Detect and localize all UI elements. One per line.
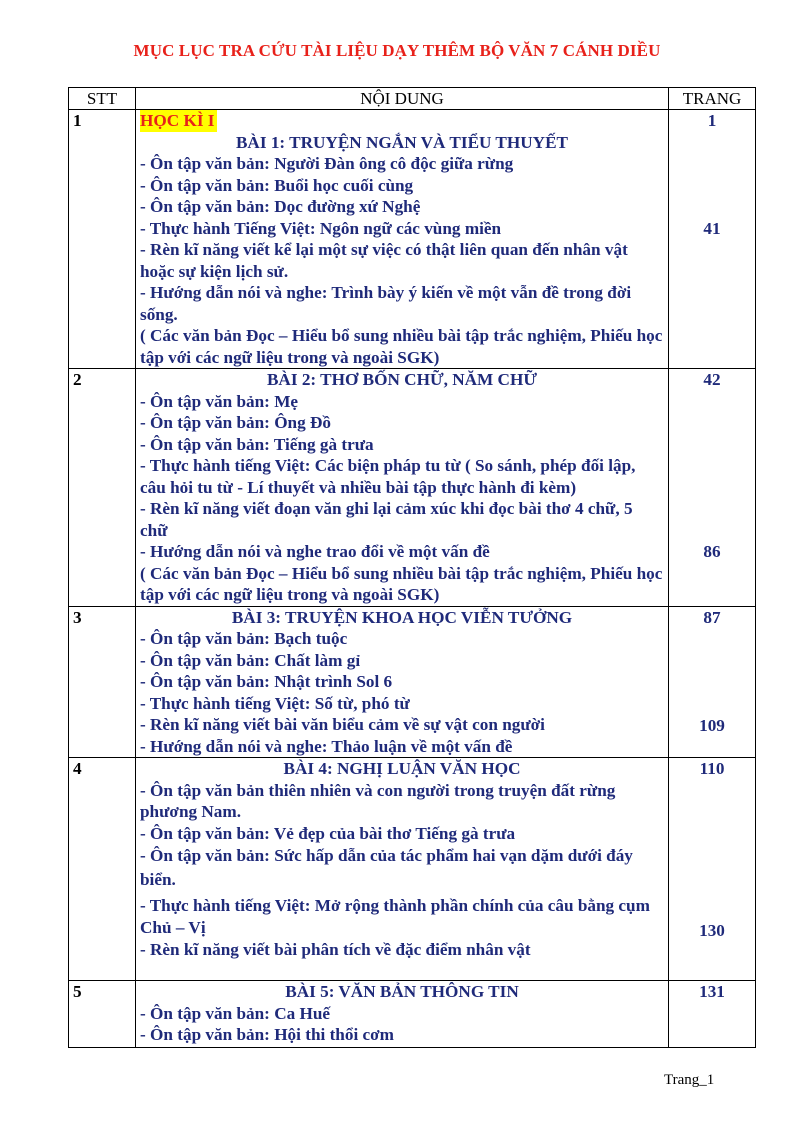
table-row bbox=[69, 981, 756, 1048]
list-item: - Ôn tập văn bản: Vẻ đẹp của bài thơ Tiếng gà trưa bbox=[140, 823, 516, 843]
list-item: - Thực hành Tiếng Việt: Ngôn ngữ các vùng miền bbox=[140, 218, 502, 238]
row-stt: 5 bbox=[69, 981, 136, 1048]
list-item: - Thực hành tiếng Việt: Số từ, phó từ bbox=[140, 693, 410, 713]
semester-label: HỌC KÌ I bbox=[140, 111, 215, 130]
list-item: - Ôn tập văn bản: Tiếng gà trưa bbox=[140, 434, 374, 454]
row-pages bbox=[669, 981, 756, 1048]
table-row bbox=[69, 110, 756, 369]
header-row bbox=[69, 88, 756, 110]
list-item: - Ôn tập văn bản thiên nhiên và con người trong truyện đất rừng phương Nam. bbox=[140, 780, 616, 821]
row-pages bbox=[669, 758, 756, 981]
list-item: - Rèn kĩ năng viết kể lại một sự việc có thật liên quan đến nhân vật hoặc sự kiện lịch sử. bbox=[140, 240, 628, 281]
table-row bbox=[69, 758, 756, 981]
toc-table bbox=[68, 87, 756, 1048]
list-item: - Ôn tập văn bản: Dọc đường xứ Nghệ bbox=[140, 197, 421, 216]
row-stt: 3 bbox=[69, 606, 136, 758]
page-start: 87 bbox=[703, 607, 721, 627]
list-item: ( Các văn bản Đọc – Hiểu bổ sung nhiều bài tập trắc nghiệm, Phiếu học tập với các ngữ liệu trong và ngoài SGK) bbox=[140, 326, 663, 367]
list-item: - Ôn tập văn bản: Mẹ bbox=[140, 391, 299, 411]
list-item: - Thực hành tiếng Việt: Mở rộng thành phần chính của câu bằng cụm Chủ – Vị bbox=[140, 896, 650, 937]
lesson-title: BÀI 2: THƠ BỐN CHỮ, NĂM CHỮ bbox=[266, 370, 538, 389]
header-stt: STT bbox=[69, 88, 136, 110]
table-row bbox=[69, 369, 756, 607]
list-item: - Ôn tập văn bản: Chất làm gỉ bbox=[140, 650, 361, 670]
lesson-title: BÀI 4: NGHỊ LUẬN VĂN HỌC bbox=[283, 759, 521, 778]
list-item: - Ôn tập văn bản: Sức hấp dẫn của tác phẩm hai vạn dặm dưới đáy biển. bbox=[140, 846, 633, 889]
list-item: ( Các văn bản Đọc – Hiểu bổ sung nhiều bài tập trắc nghiệm, Phiếu học tập với các ngữ liệu trong và ngoài SGK) bbox=[140, 563, 663, 604]
row-content bbox=[136, 758, 669, 981]
page-start: 1 bbox=[707, 111, 717, 130]
list-item: - Ôn tập văn bản: Ca Huế bbox=[140, 1003, 331, 1023]
page-footer: Trang_1 bbox=[664, 1072, 715, 1088]
list-item: - Ôn tập văn bản: Nhật trình Sol 6 bbox=[140, 672, 393, 691]
list-item: - Rèn kĩ năng viết bài văn biểu cảm về sự vật con người bbox=[140, 715, 545, 734]
row-content bbox=[136, 981, 669, 1048]
page-end: 86 bbox=[703, 542, 721, 561]
list-item: - Hướng dẫn nói và nghe: Thảo luận về một vấn đề bbox=[140, 736, 513, 756]
row-stt: 2 bbox=[69, 369, 136, 607]
page-start: 42 bbox=[703, 370, 721, 389]
row-content bbox=[136, 369, 669, 607]
page-title: MỤC LỤC TRA CỨU TÀI LIỆU DẠY THÊM BỘ VĂN 7 CÁNH DIỀU bbox=[133, 41, 661, 60]
list-item: - Hướng dẫn nói và nghe trao đổi về một vấn đề bbox=[140, 542, 490, 561]
row-pages bbox=[669, 606, 756, 758]
list-item: - Ôn tập văn bản: Buổi học cuối cùng bbox=[140, 175, 414, 195]
page-end: 130 bbox=[699, 921, 725, 940]
header-content: NỘI DUNG bbox=[136, 88, 669, 110]
page-end: 41 bbox=[703, 219, 721, 238]
list-item: - Rèn kĩ năng viết bài phân tích về đặc điểm nhân vật bbox=[140, 940, 531, 959]
table-row bbox=[69, 606, 756, 758]
row-content bbox=[136, 606, 669, 758]
list-item: - Ôn tập văn bản: Ông Đồ bbox=[140, 413, 332, 432]
row-stt: 4 bbox=[69, 758, 136, 981]
row-stt: 1 bbox=[69, 110, 136, 369]
page-end: 109 bbox=[699, 715, 725, 735]
header-page: TRANG bbox=[669, 88, 756, 110]
lesson-title: BÀI 1: TRUYỆN NGẮN VÀ TIỂU THUYẾT bbox=[235, 132, 569, 152]
page-start: 131 bbox=[699, 982, 725, 1001]
page-start: 110 bbox=[699, 759, 725, 778]
list-item: - Ôn tập văn bản: Người Đàn ông cô độc giữa rừng bbox=[140, 154, 514, 173]
row-content bbox=[136, 110, 669, 369]
list-item: - Rèn kĩ năng viết đoạn văn ghi lại cảm xúc khi đọc bài thơ 4 chữ, 5 chữ bbox=[140, 499, 633, 540]
row-pages bbox=[669, 110, 756, 369]
row-pages bbox=[669, 369, 756, 607]
list-item: - Thực hành tiếng Việt: Các biện pháp tu từ ( So sánh, phép đối lập, câu hỏi tu từ - Lí thuyết và nhiều bài tập thực hành đi kèm) bbox=[140, 456, 636, 497]
lesson-title: BÀI 3: TRUYỆN KHOA HỌC VIỄN TƯỞNG bbox=[231, 607, 573, 627]
list-item: - Hướng dẫn nói và nghe: Trình bày ý kiến về một vẫn đề trong đời sống. bbox=[140, 283, 632, 324]
list-item: - Ôn tập văn bản: Bạch tuộc bbox=[140, 629, 348, 648]
lesson-title: BÀI 5: VĂN BẢN THÔNG TIN bbox=[285, 982, 519, 1001]
list-item: - Ôn tập văn bản: Hội thi thổi cơm bbox=[140, 1025, 394, 1044]
